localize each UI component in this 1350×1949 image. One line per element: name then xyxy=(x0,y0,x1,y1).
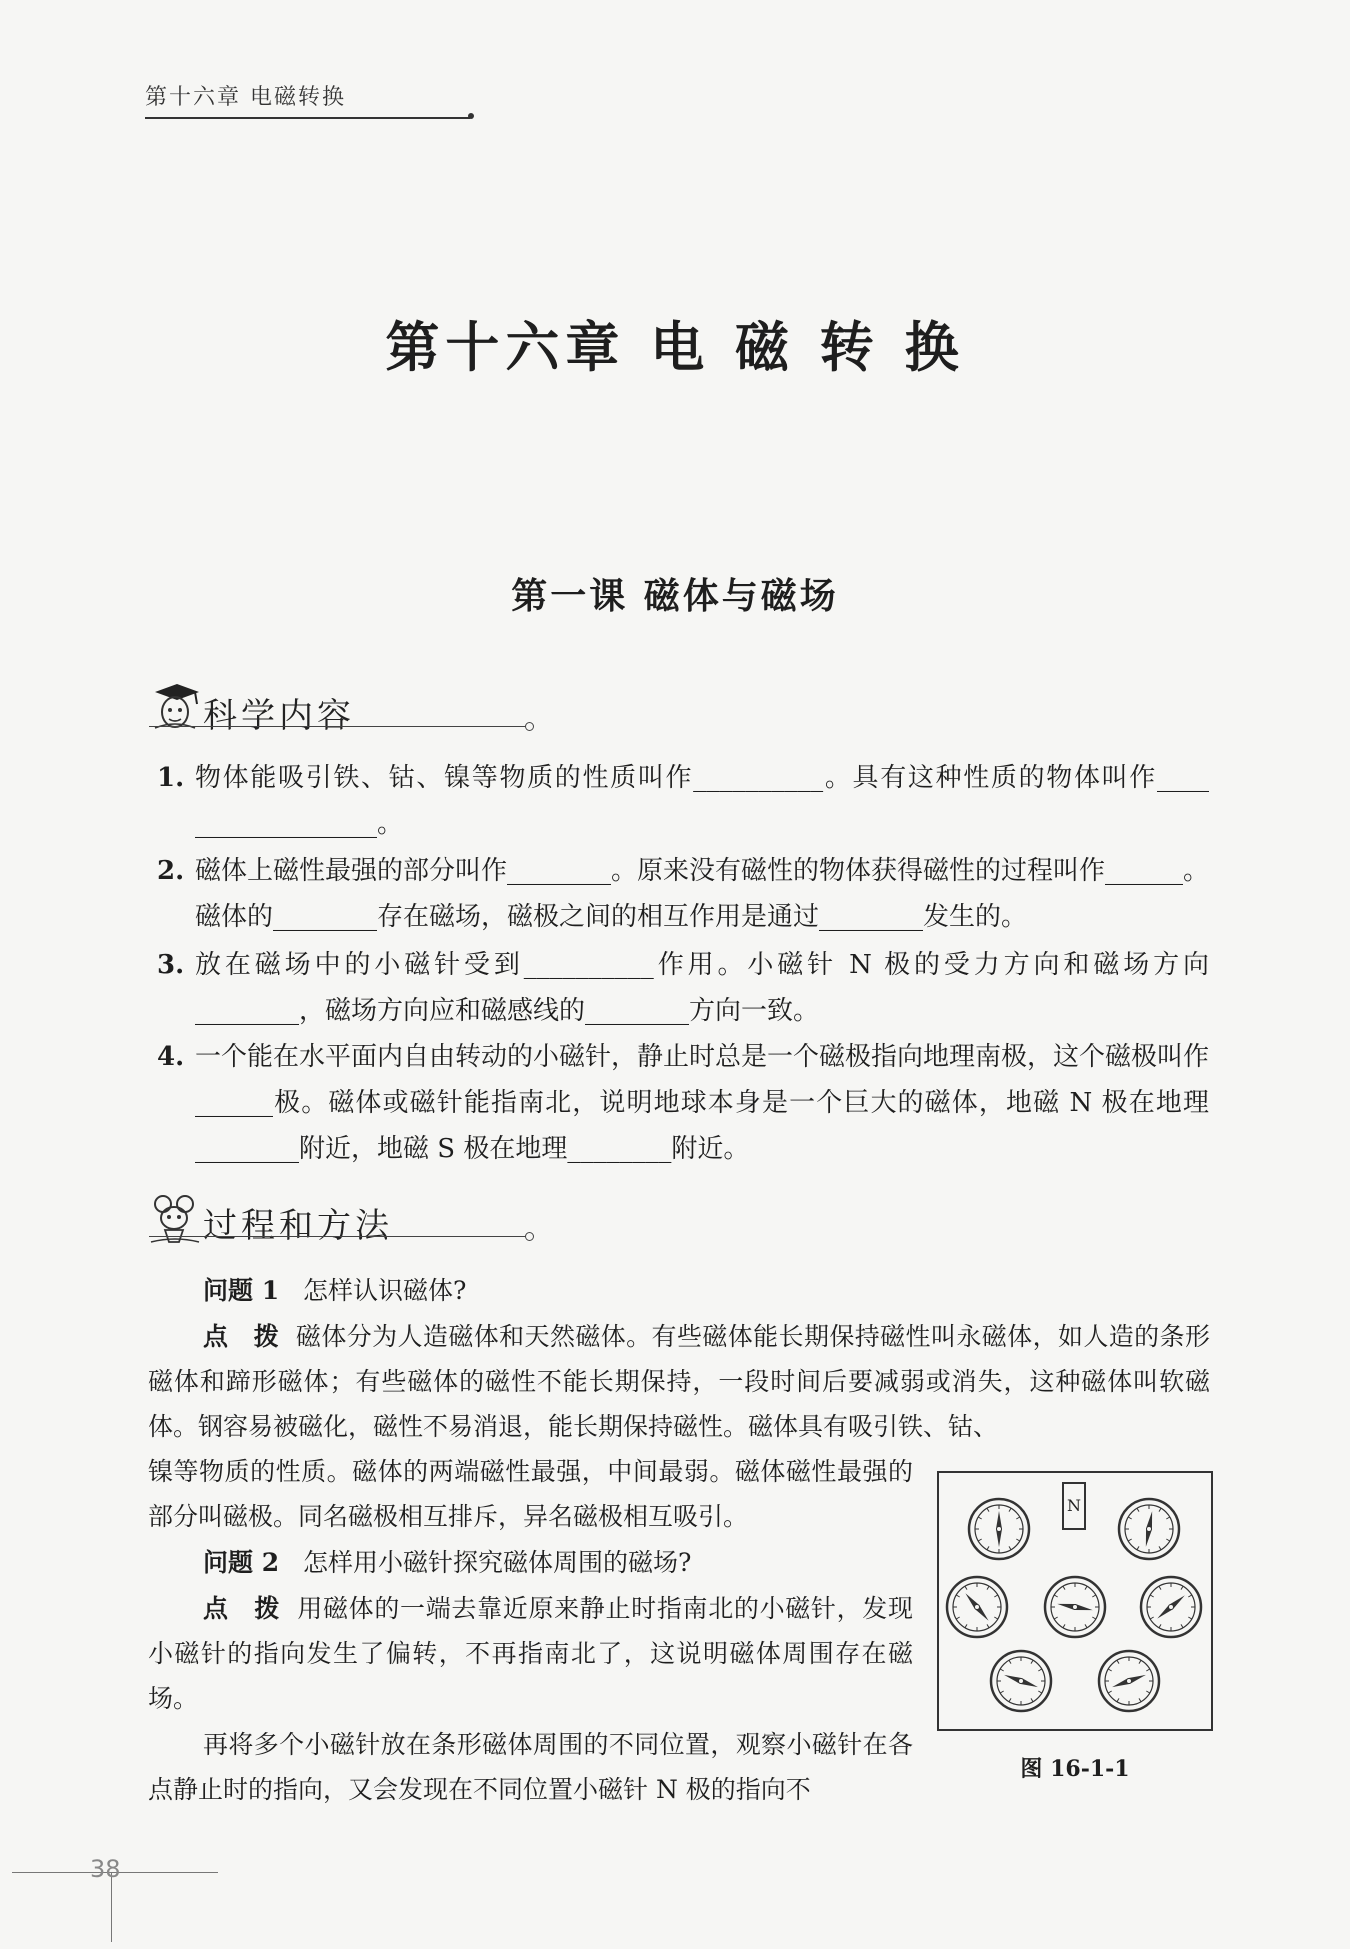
page-number: 38 xyxy=(90,1855,121,1883)
section-underline-dot xyxy=(525,722,534,731)
question-text: 放在磁场中的小磁针受到__________作用。小磁针 N 极的受力方向和磁场方向________，磁场方向应和磁感线的________方向一致。 xyxy=(195,950,1209,1026)
compass-icon xyxy=(947,1577,1007,1637)
problem-2-heading xyxy=(203,1540,913,1585)
problem-text: 怎样用小磁针探究磁体周围的磁场? xyxy=(302,1548,692,1577)
question-text: 一个能在水平面内自由转动的小磁针，静止时总是一个磁极指向地理南极，这个磁极叫作______极。磁体或磁针能指南北，说明地球本身是一个巨大的磁体，地磁 N 极在地理________附近，地磁 S 极在地理________附近。 xyxy=(195,1042,1210,1164)
lesson-title: 第一课 磁体与磁场 xyxy=(511,575,839,617)
section-header-process xyxy=(145,1190,545,1246)
question-number: 4. xyxy=(157,1042,185,1072)
problem-1-hint-a xyxy=(148,1314,1210,1449)
section-label: 过程和方法 xyxy=(203,1206,393,1246)
header-rule xyxy=(145,117,470,119)
question-number: 1. xyxy=(157,763,185,793)
problem-2-paragraph-2: 再将多个小磁针放在条形磁体周围的不同位置，观察小磁针在各点静止时的指向，又会发现在不同位置小磁针 N 极的指向不 xyxy=(148,1730,913,1804)
section-underline xyxy=(149,726,529,727)
question-number: 3. xyxy=(157,950,185,980)
hint-text: 磁体分为人造磁体和天然磁体。有些磁体能长期保持磁性叫永磁体，如人造的条形磁体和蹄形磁体；有些磁体的磁性不能长期保持，一段时间后要减弱或消失，这种磁体叫软磁体。钢容易被磁化，磁性不易消退，能长期保持磁性。磁体具有吸引铁、钴、 xyxy=(148,1322,1210,1441)
section-underline-dot xyxy=(525,1232,534,1241)
problem-1-heading xyxy=(203,1268,1203,1313)
magnet-label: N xyxy=(1067,1496,1081,1515)
figure-caption: 图 16-1-1 xyxy=(1020,1756,1130,1782)
graduate-mascot-icon xyxy=(145,680,205,736)
compass-icon xyxy=(1099,1651,1159,1711)
mouse-mascot-icon xyxy=(145,1190,205,1246)
question-text: 物体能吸引铁、钴、镍等物质的性质叫作__________。具有这种性质的物体叫作____ ______________。 xyxy=(195,763,1209,839)
problem-text: 怎样认识磁体? xyxy=(302,1276,467,1305)
chapter-title: 第十六章 电 磁 转 换 xyxy=(385,316,965,379)
compass-icon xyxy=(991,1651,1051,1711)
question-number: 2. xyxy=(157,856,185,886)
hint-label: 点 拨 xyxy=(203,1594,281,1623)
hint-label: 点 拨 xyxy=(203,1322,280,1351)
compass-figure xyxy=(937,1471,1213,1731)
compass-icon xyxy=(969,1499,1029,1559)
section-header-science xyxy=(145,680,545,736)
question-3 xyxy=(157,942,1209,1034)
problem-label: 问题 2 xyxy=(203,1548,280,1577)
compass-icon xyxy=(1045,1577,1105,1637)
header-rule-dot xyxy=(468,113,474,119)
compass-icon xyxy=(1141,1577,1201,1637)
problem-label: 问题 1 xyxy=(203,1276,280,1305)
question-text: 磁体上磁性最强的部分叫作________。原来没有磁性的物体获得磁性的过程叫作______。磁体的________存在磁场，磁极之间的相互作用是通过________发生的。 xyxy=(195,856,1210,932)
question-1 xyxy=(157,755,1209,847)
problem-1-hint-b: 镍等物质的性质。磁体的两端磁性最强，中间最弱。磁体磁性最强的部分叫磁极。同名磁极相互排斥，异名磁极相互吸引。 xyxy=(148,1457,913,1531)
hint-text: 用磁体的一端去靠近原来静止时指南北的小磁针，发现小磁针的指向发生了偏转，不再指南北了，这说明磁体周围存在磁场。 xyxy=(148,1594,913,1713)
problem-2-hint xyxy=(148,1586,913,1721)
section-label: 科学内容 xyxy=(203,696,355,736)
compass-diagram xyxy=(939,1473,1211,1729)
running-header: 第十六章 电磁转换 xyxy=(145,85,346,110)
compass-icon xyxy=(1119,1499,1179,1559)
question-4 xyxy=(157,1034,1209,1172)
question-2 xyxy=(157,848,1209,940)
section-underline xyxy=(149,1236,529,1237)
